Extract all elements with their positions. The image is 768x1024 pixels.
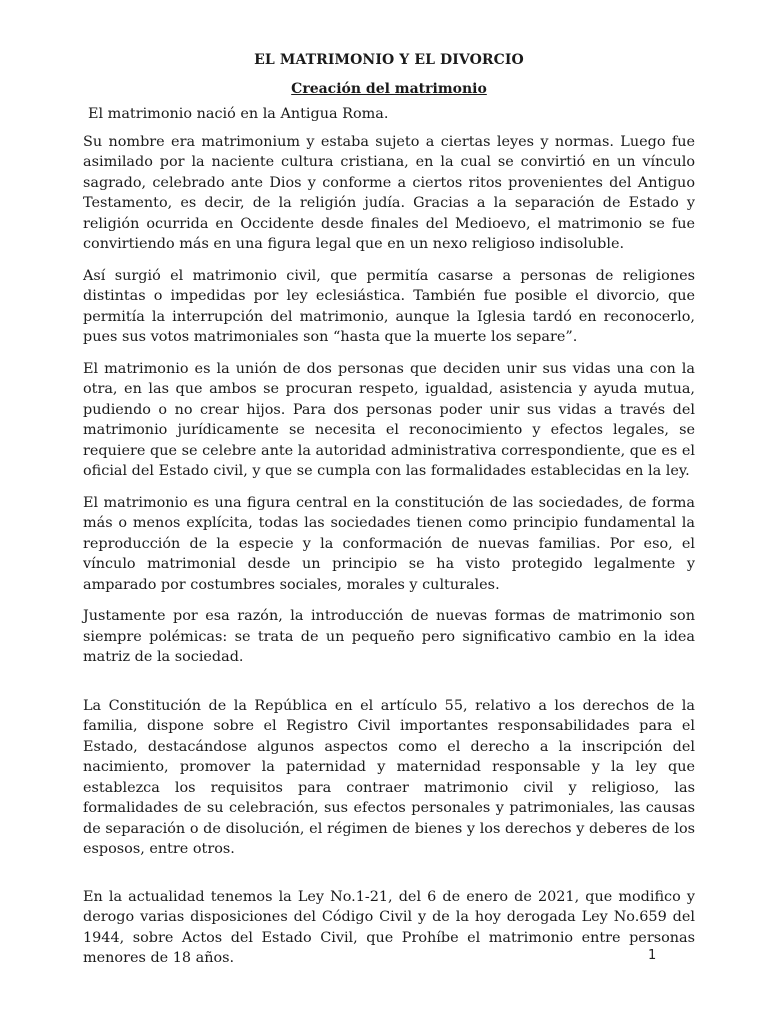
paragraph-definition: El matrimonio es la unión de dos personas que deciden unir sus vidas una con la otra, en las que ambos se procuran respeto, igualdad, asistencia y ayuda mutua, pudiendo o no crear hijos. Para dos personas poder unir sus vidas a través del matrimonio jurídicamente se necesita el reconocimiento y efectos legales, se requiere que se celebre ante la autoridad administrativa correspondiente, que es el oficial del Estado civil, y que se cumpla con las formalidades establecidas en la ley. <box>83 360 695 479</box>
paragraph-origin: Su nombre era matrimonium y estaba sujeto a ciertas leyes y normas. Luego fue asimilado por la naciente cultura cristiana, en la cual se convirtió en un vínculo sagrado, celebrado ante Dios y conforme a ciertos ritos provenientes del Antiguo Testamento, es decir, de la religión judía. Gracias a la separación de Estado y religión ocurrida en Occidente desde finales del Medioevo, el matrimonio se fue convirtiendo más en una figura legal que en un nexo religioso indisoluble. <box>83 133 695 252</box>
paragraph-constitution: La Constitución de la República en el artículo 55, relativo a los derechos de la familia, dispone sobre el Registro Civil importantes responsabilidades para el Estado, destacándose algunos aspectos como el derecho a la inscripción del nacimiento, promover la paternidad y maternidad responsable y la ley que establezca los requisitos para contraer matrimonio civil y religioso, las formalidades de su celebración, sus efectos personales y patrimoniales, las causas de separación o de disolución, el régimen de bienes y los derechos y deberes de los esposos, entre otros. <box>83 697 695 857</box>
document-title: EL MATRIMONIO Y EL DIVORCIO <box>254 52 524 68</box>
section-heading: Creación del matrimonio <box>291 81 487 97</box>
paragraph-civil-marriage: Así surgió el matrimonio civil, que permitía casarse a personas de religiones distintas o impedidas por ley eclesiástica. También fue posible el divorcio, que permitía la interrupción del matrimonio, aunque la Iglesia tardó en reconocerlo, pues sus votos matrimoniales son “hasta que la muerte los separe”. <box>83 267 695 345</box>
page-number: 1 <box>648 948 657 963</box>
paragraph-controversy: Justamente por esa razón, la introducción de nuevas formas de matrimonio son siempre polémicas: se trata de un pequeño pero significativo cambio en la idea matriz de la sociedad. <box>83 608 695 665</box>
paragraph-society: El matrimonio es una figura central en la constitución de las sociedades, de forma más o menos explícita, todas las sociedades tienen como principio fundamental la reproducción de la especie y la conformación de nuevas familias. Por eso, el vínculo matrimonial desde un principio se ha visto protegido legalmente y amparado por costumbres sociales, morales y culturales. <box>83 494 695 593</box>
paragraph-intro: El matrimonio nació en la Antigua Roma. <box>88 106 389 122</box>
paragraph-current-law: En la actualidad tenemos la Ley No.1-21, del 6 de enero de 2021, que modifico y derogo varias disposiciones del Código Civil y de la hoy derogada Ley No.659 del 1944, sobre Actos del Estado Civil, que Prohíbe el matrimonio entre personas menores de 18 años. <box>83 888 695 966</box>
document-page <box>83 50 695 969</box>
